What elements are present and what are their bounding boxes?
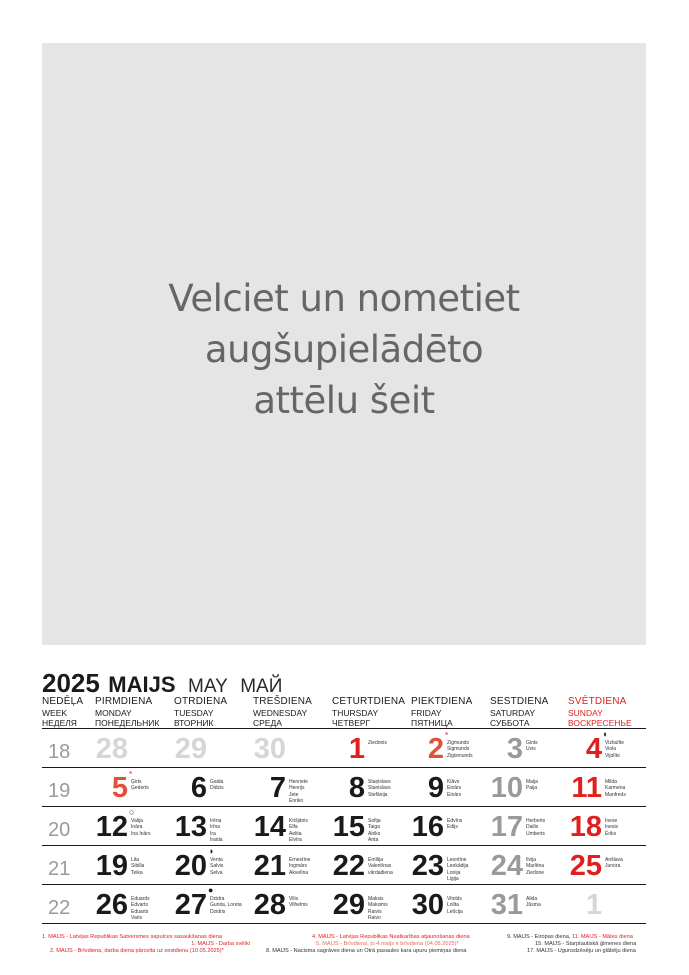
name-day-list: Maksis Maksims Raivis Raivo <box>368 896 388 922</box>
week-number: 18 <box>48 741 71 763</box>
day-number: 1 <box>585 889 602 921</box>
day-number: 29 <box>332 889 365 921</box>
day-number: 25 <box>569 850 602 882</box>
day-number: 31 <box>490 889 523 921</box>
weekday-header-lv: TREŠDIENA <box>253 696 313 707</box>
weekday-header-en: THURSDAY <box>332 707 379 718</box>
week-row <box>42 806 646 845</box>
day-number: 29 <box>174 733 207 765</box>
footnote-c3-l2: 15. MAIJS - Starptautiskā ģimenes diena <box>535 941 637 947</box>
footnote-c2-l3: 8. MAIJS - Nacisma sagrāves diena un Otrā pasaules kara upuru piemiņas diena <box>266 948 467 954</box>
footnote-col1 <box>42 934 250 948</box>
title-month-lv: MAIJS <box>108 672 176 697</box>
weekday-header-en: SATURDAY <box>490 707 536 718</box>
day-number: 19 <box>95 850 128 882</box>
footnote-c1-l1: 1. MAIJS - Latvijas Republikas Satversmes sapulces sasaukšanas diena <box>42 934 223 940</box>
weekday-header-wednesday <box>253 697 333 729</box>
calendar-grid <box>42 728 646 924</box>
day-number: 1 <box>348 733 365 765</box>
weekday-header-sunday <box>568 697 648 729</box>
name-day-list: Henriete Henrijs Jete Enriko <box>289 779 308 805</box>
name-day-list: Vizbulīte Viola Vijolīte <box>605 740 625 759</box>
day-number: 8 <box>348 772 365 804</box>
holiday-star-icon: * <box>445 731 449 740</box>
day-number: 28 <box>253 889 286 921</box>
day-number: 28 <box>95 733 128 765</box>
week-number: 22 <box>48 897 71 919</box>
footnote-c1-l2: 1. MAIJS - Darba svētki <box>191 941 250 947</box>
weekday-header-lv: PIRMDIENA <box>95 696 153 707</box>
drop-text-line-1: Velciet un nometiet <box>168 276 520 320</box>
week-number: 21 <box>48 858 71 880</box>
weekday-header-en: WEEK <box>42 707 68 718</box>
name-day-list: Ernestīne Ingmārs Akvelīna <box>289 857 311 876</box>
week-row <box>42 845 646 884</box>
day-number: 13 <box>174 811 207 843</box>
day-number: 9 <box>427 772 444 804</box>
week-row <box>42 728 646 767</box>
name-day-list: Ģirts Ģederts <box>131 779 149 792</box>
weekday-header-en: TUESDAY <box>174 707 214 718</box>
name-day-list: Gints Uvis <box>526 740 538 753</box>
holiday-star-icon: * <box>129 770 133 779</box>
day-cell[interactable] <box>42 729 625 767</box>
name-day-list: Venta Salvis Selva <box>210 857 224 876</box>
weekday-header-en: MONDAY <box>95 707 132 718</box>
day-number: 10 <box>490 772 523 804</box>
weekday-header-lv: OTRDIENA <box>174 696 228 707</box>
day-number: 6 <box>190 772 207 804</box>
weekday-header-ru: НЕДЕЛЯ <box>42 718 77 728</box>
name-day-list: Staņislavs Stanislavs Stefānija <box>368 779 391 798</box>
weekday-header-en: SUNDAY <box>568 707 603 718</box>
name-day-list: Eduards Edvarts Eduarts Varis <box>131 896 150 922</box>
name-day-list: Krišjānis Elfa Aelita Elvīra <box>289 818 308 844</box>
moon-phase-icon: ● <box>208 885 214 895</box>
name-day-list: Inese Inesis Ēriks <box>605 818 619 837</box>
day-number: 26 <box>95 889 128 921</box>
day-number: 4 <box>585 733 602 765</box>
name-day-list: Edvīns Edijs <box>447 818 463 831</box>
name-day-list: Gaida Didzis <box>210 779 224 792</box>
day-number: 14 <box>253 811 286 843</box>
moon-phase-icon: ◑ <box>208 846 214 856</box>
day-number: 21 <box>253 850 286 882</box>
footnote-c3-l1a: 9. MAIJS - Eiropas diena, <box>507 934 572 940</box>
footnote-c3-l1 <box>507 934 633 941</box>
day-number: 30 <box>253 733 286 765</box>
week-row <box>42 884 646 924</box>
moon-phase-icon: ◐ <box>603 729 609 739</box>
weekday-header-ru: ПЯТНИЦА <box>411 718 453 728</box>
weekday-header-lv: SESTDIENA <box>490 696 549 707</box>
day-number: 20 <box>174 850 207 882</box>
name-day-list: Ilvija Marlēna Ziedone <box>526 857 545 876</box>
name-day-list: Klāvs Einārs Einārs <box>447 779 462 798</box>
day-number: 30 <box>411 889 444 921</box>
weekday-header-ru: ЧЕТВЕРГ <box>332 718 371 728</box>
name-day-list: Milda Karmena Manfreds <box>605 779 626 798</box>
day-number: 23 <box>411 850 444 882</box>
weekday-header-lv: CETURTDIENA <box>332 696 406 707</box>
name-day-list: Herberts Dailis Umberts <box>526 818 546 837</box>
day-cell[interactable] <box>42 768 626 806</box>
day-number: 5 <box>111 772 128 804</box>
day-number: 27 <box>174 889 207 921</box>
weekday-header-lv: SVĒTDIENA <box>568 696 627 707</box>
weekday-header-en: WEDNESDAY <box>253 707 308 718</box>
name-day-list: Dzidra Gunita, Loreta Dzidris <box>210 896 242 915</box>
week-row <box>42 767 646 806</box>
day-number: 22 <box>332 850 365 882</box>
title-year: 2025 <box>42 668 100 698</box>
name-day-list: Emīlija Valentīnas vārdadiena <box>368 857 393 876</box>
footnote-c1-l3: 2. MAIJS - Brīvdiena, darba diena pārcelta uz sestdienu (10.05.2025)* <box>50 948 224 954</box>
weekday-header-ru: СРЕДА <box>253 718 282 728</box>
day-number: 2 <box>427 733 444 765</box>
weekday-header-tuesday <box>174 697 254 729</box>
week-number: 19 <box>48 780 71 802</box>
day-number: 3 <box>506 733 523 765</box>
drop-text-line-3: attēlu šeit <box>253 378 435 422</box>
name-day-list: Lita Sibilla Teika <box>131 857 145 876</box>
footnote-c3-l1b: 11. MAIJS - Mātes diena <box>571 934 633 940</box>
day-number: 24 <box>490 850 523 882</box>
weekday-header-friday <box>411 697 491 729</box>
name-day-list: Anšlava Junora <box>605 857 623 870</box>
name-day-list: Zigmunds Sigmunds Zigismunds <box>447 740 473 759</box>
day-number: 7 <box>269 772 286 804</box>
drop-text-line-2: augšupielādēto <box>204 327 484 371</box>
day-cell[interactable] <box>42 885 602 923</box>
day-number: 15 <box>332 811 365 843</box>
weekday-header-thursday <box>332 697 412 729</box>
day-number: 11 <box>571 772 602 804</box>
week-number: 20 <box>48 819 71 841</box>
weekday-header-ru: ВТОРНИК <box>174 718 214 728</box>
name-day-list: Vilis Vilhelms <box>289 896 308 909</box>
weekday-header-monday <box>95 697 175 729</box>
name-day-list: Sofija Taiga Airiks Anta <box>368 818 381 844</box>
name-day-list: Alida Jūsma <box>526 896 541 909</box>
weekday-header-saturday <box>490 697 570 729</box>
name-day-list: Maija Paija <box>526 779 538 792</box>
weekday-header-ru: ВОСКРЕСЕНЬЕ <box>568 718 632 728</box>
day-number: 16 <box>411 811 444 843</box>
image-drop-zone[interactable] <box>42 43 646 645</box>
weekday-header-ru: ПОНЕДЕЛЬНИК <box>95 718 160 728</box>
day-number: 17 <box>490 811 523 843</box>
moon-phase-icon: ○ <box>129 807 135 817</box>
title-month-ru: МАЙ <box>240 676 283 697</box>
day-cell[interactable] <box>42 807 619 845</box>
footnote-c3-l3: 17. MAIJS - Ugunsdzēsēju un glābēju diena <box>527 948 636 954</box>
name-day-list: Ziedonis <box>368 740 387 746</box>
footnote-c2-l1: 4. MAIJS - Latvijas Republikas Neatkarības atjaunošanas diena <box>312 934 470 940</box>
name-day-list: Leontīne Leokādija Lonija Ligija <box>447 857 469 883</box>
name-day-list: Vitolds Lolita Letīcija <box>447 896 463 915</box>
day-cell[interactable] <box>42 846 623 884</box>
weekday-header-ru: СУББОТА <box>490 718 530 728</box>
weekday-header-en: FRIDAY <box>411 707 442 718</box>
weekday-header-lv: NEDĒĻA <box>42 696 84 707</box>
title-month-en: MAY <box>188 676 228 697</box>
day-number: 18 <box>569 811 602 843</box>
name-day-list: Irēna Irīna Ira Iraida <box>210 818 223 844</box>
drop-zone-text <box>168 273 519 426</box>
day-number: 12 <box>95 811 128 843</box>
footnote-c2-l2: 5. MAIJS - Brīvdiena, jo 4.maijs ir brīvdiena (04.05.2025)* <box>316 941 459 947</box>
name-day-list: Valija Ināra Ina Inārs <box>131 818 151 837</box>
weekday-header-lv: PIEKTDIENA <box>411 696 473 707</box>
